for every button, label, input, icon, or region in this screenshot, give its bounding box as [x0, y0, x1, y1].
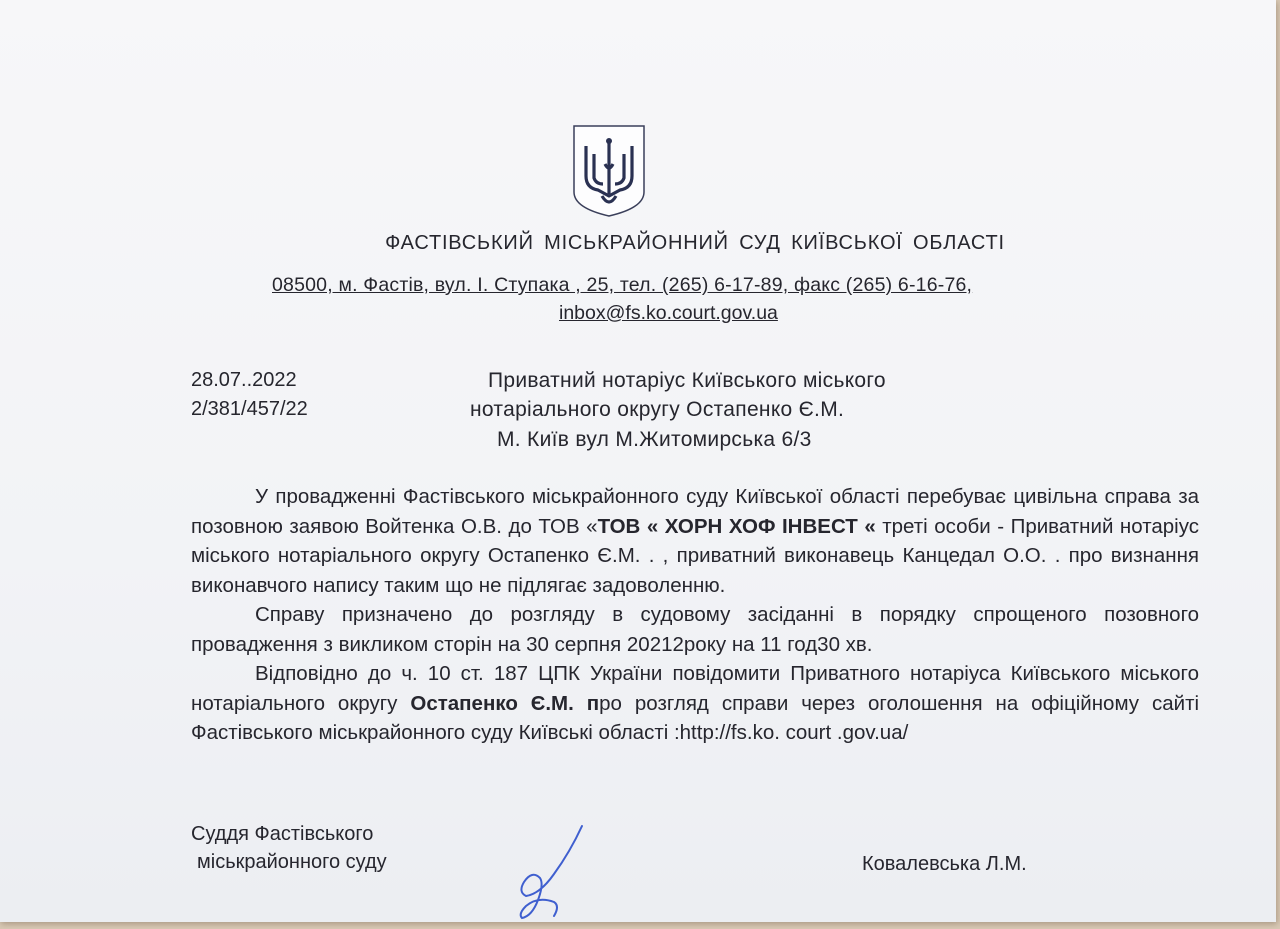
judge-title-line-2: міськрайонного суду [197, 851, 387, 873]
paragraph-1-text: У провадженні Фастівського міськрайонного суду Київської області перебуває цивільна справа за позовною заявою Войтенка О.В. до ТОВ « [191, 485, 1199, 538]
body-paragraph-3 [191, 659, 1199, 748]
court-address: 08500, м. Фастів, вул. І. Ступака , 25, тел. (265) 6-17-89, факс (265) 6-16-76, [272, 274, 973, 296]
paragraph-1-text-cont: треті особи - Приватний нотаріус міського нотаріального округу Остапенко Є.М. . , приватний виконавець Канцедал О.О. . про визнання виконавчого напису таким що не підлягає задоволенню. [191, 514, 1199, 597]
case-reference-number: 2/381/457/22 [191, 398, 308, 420]
notary-name: Остапенко Є.М. п [410, 691, 600, 715]
recipient-address: М. Київ вул М.Житомирська 6/3 [497, 428, 812, 451]
paragraph-3-text: Відповідно до ч. 10 ст. 187 ЦПК України повідомити Приватного нотаріуса Київського міського нотаріального округу [191, 662, 1199, 715]
court-name-heading: ФАСТІВСЬКИЙ МІСЬКРАЙОННИЙ СУД КИЇВСЬКОЇ ОБЛАСТІ [385, 232, 1005, 254]
signer-name: Ковалевська Л.М. [862, 853, 1027, 875]
court-email: inbox@fs.ko.court.gov.ua [559, 302, 778, 324]
recipient-line-2: нотаріального округу Остапенко Є.М. [470, 398, 845, 421]
letter-date: 28.07..2022 [191, 369, 297, 391]
body-paragraph-2: Справу призначено до розгляду в судовому засіданні в порядку спрощеного позовного провадження з викликом сторін на 30 серпня 20212року на 11 год30 хв. [191, 603, 1199, 656]
paragraph-3-text-cont: ро розгляд справи через оголошення на офіційному сайті Фастівського міськрайонного суду Київські області :http://fs.ko. court .gov.ua/ [191, 691, 1200, 744]
handwritten-signature [510, 822, 600, 922]
recipient-line-1: Приватний нотаріус Київського міського [488, 369, 886, 392]
body-paragraph-1 [191, 482, 1199, 600]
letter-body [191, 482, 1199, 748]
company-name: ТОВ « ХОРН ХОФ ІНВЕСТ « [597, 514, 876, 538]
judge-title-line-1: Суддя Фастівського [191, 823, 374, 845]
trident-coat-of-arms-icon [572, 124, 646, 218]
